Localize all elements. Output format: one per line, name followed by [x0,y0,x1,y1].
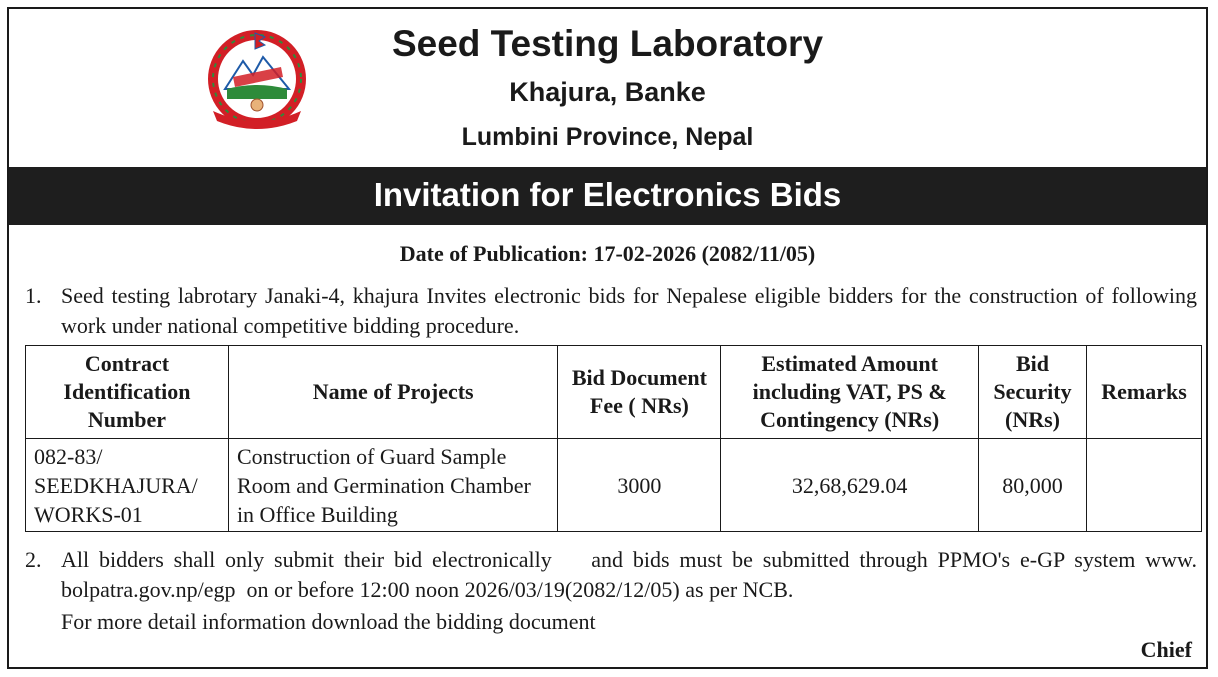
header-estimated-amount: Estimated Amount including VAT, PS & Contingency (NRs) [721,346,979,439]
cell-bid-security: 80,000 [979,439,1087,532]
cell-project-name: Construction of Guard Sample Room and Germination Chamber in Office Building [228,439,558,532]
org-province: Lumbini Province, Nepal [461,123,754,151]
cell-bid-fee: 3000 [558,439,721,532]
paragraph-2 [25,545,1203,605]
table-header-row [26,346,1202,439]
org-location: Khajura, Banke [509,77,706,107]
header [9,9,1206,166]
paragraph-text: All bidders shall only submit their bid electronically and bids must be submitted through PPMO's e-GP system www. bolpatra.gov.np/egp on or before 12:00 noon 2026/03/19(2082/12/05) as per NCB. [61,547,1203,602]
header-contract-id: Contract Identification Number [26,346,229,439]
header-bid-security: Bid Security (NRs) [979,346,1087,439]
paragraph-text: Seed testing labrotary Janaki-4, khajura Invites electronic bids for Nepalese eligible bidders for the construction of following work under national competitive bidding procedure. [61,283,1197,338]
publication-date: Date of Publication: 17-02-2026 (2082/11/05) [399,241,816,266]
cell-remarks [1087,439,1202,532]
bid-table [25,345,1202,532]
signature: Chief [1140,637,1192,662]
more-info-text: For more detail information download the bidding document [61,609,596,634]
paragraph-number: 2. [25,547,42,572]
cell-contract-id: 082-83/ SEEDKHAJURA/ WORKS-01 [26,439,229,532]
paragraph-number: 1. [25,283,42,308]
org-name: Seed Testing Laboratory [391,23,824,64]
header-project-name: Name of Projects [228,346,558,439]
header-bid-fee: Bid Document Fee ( NRs) [558,346,721,439]
header-remarks: Remarks [1087,346,1202,439]
notice-title-banner: Invitation for Electronics Bids [9,167,1206,225]
cell-estimated-amount: 32,68,629.04 [721,439,979,532]
paragraph-1 [25,281,1197,341]
table-row [26,439,1202,532]
notice-frame [7,7,1208,669]
